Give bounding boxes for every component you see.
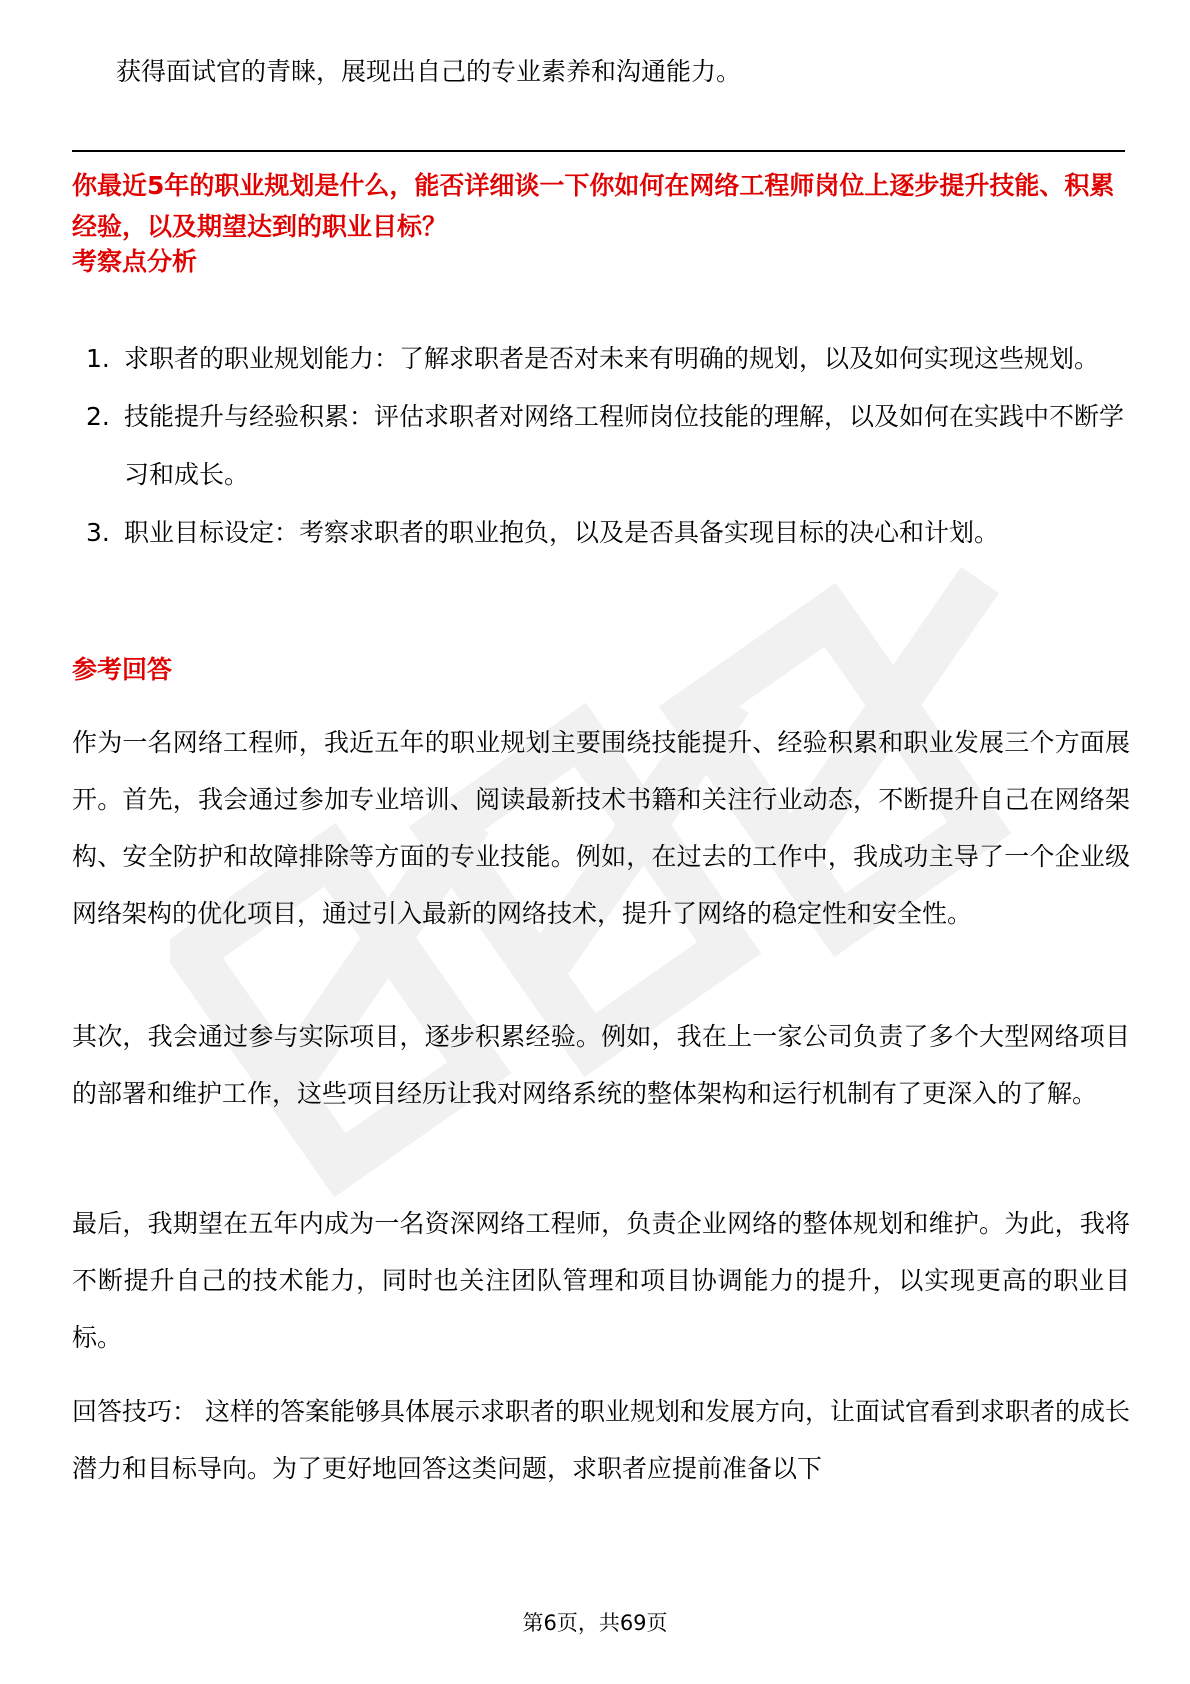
answer-paragraph-2: 其次，我会通过参与实际项目，逐步积累经验。例如，我在上一家公司负责了多个大型网络项目的部署和维护工作，这些项目经历让我对网络系统的整体架构和运行机制有了更深入的了解。 — [72, 1022, 1130, 1108]
list-item-text: 技能提升与经验积累：评估求职者对网络工程师岗位技能的理解，以及如何在实践中不断学习和成长。 — [124, 402, 1125, 489]
list-item-number: 3. — [86, 518, 110, 547]
list-item-number: 2. — [86, 402, 110, 431]
section-divider — [72, 150, 1125, 152]
interview-question: 你最近5年的职业规划是什么，能否详细谈一下你如何在网络工程师岗位上逐步提升技能、积累经验，以及期望达到的职业目标？ — [72, 171, 1115, 241]
page-footer: 第6页，共69页 — [522, 1611, 668, 1635]
list-item — [72, 330, 1132, 388]
list-item-text: 职业目标设定：考察求职者的职业抱负，以及是否具备实现目标的决心和计划。 — [124, 518, 1000, 547]
answer-paragraph-3: 最后，我期望在五年内成为一名资深网络工程师，负责企业网络的整体规划和维护。为此，我将不断提升自己的技术能力，同时也关注团队管理和项目协调能力的提升，以实现更高的职业目标。 — [72, 1209, 1130, 1352]
answer-paragraph-1: 作为一名网络工程师，我近五年的职业规划主要围绕技能提升、经验积累和职业发展三个方面展开。首先，我会通过参加专业培训、阅读最新技术书籍和关注行业动态，不断提升自己在网络架构、安全防护和故障排除等方面的专业技能。例如，在过去的工作中，我成功主导了一个企业级网络架构的优化项目，通过引入最新的网络技术，提升了网络的稳定性和安全性。 — [72, 728, 1130, 928]
list-item-number: 1. — [86, 344, 110, 373]
analysis-heading: 考察点分析 — [72, 247, 198, 276]
previous-answer-tail: 获得面试官的青睐，展现出自己的专业素养和沟通能力。 — [116, 57, 742, 86]
list-item — [72, 388, 1132, 504]
answer-heading: 参考回答 — [72, 655, 173, 684]
answer-tips-paragraph: 回答技巧： 这样的答案能够具体展示求职者的职业规划和发展方向，让面试官看到求职者的成长潜力和目标导向。为了更好地回答这类问题，求职者应提前准备以下 — [72, 1397, 1130, 1483]
list-item-text: 求职者的职业规划能力：了解求职者是否对未来有明确的规划，以及如何实现这些规划。 — [124, 344, 1100, 373]
list-item — [72, 504, 1132, 562]
analysis-list — [72, 330, 1132, 562]
